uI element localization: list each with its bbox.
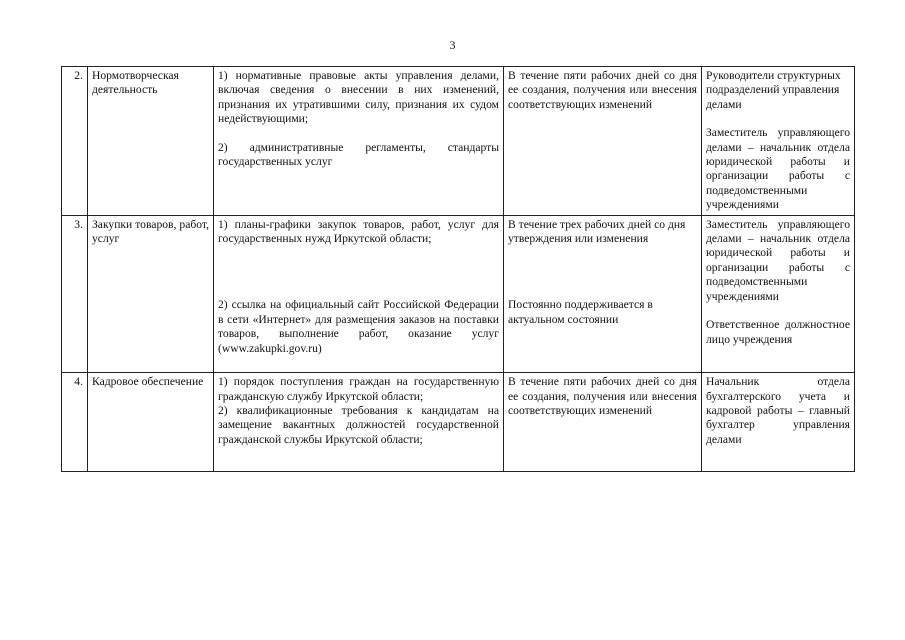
page-number: 3 xyxy=(449,38,456,52)
activity-area: Закупки товаров, работ, услуг xyxy=(88,215,214,372)
row-number: 4. xyxy=(62,373,88,472)
responsible-cell xyxy=(702,215,855,372)
information-cell xyxy=(214,67,504,216)
term-cell xyxy=(504,215,702,372)
information-cell xyxy=(214,373,504,472)
table-row xyxy=(62,373,855,472)
information-item: 1) порядок поступления граждан на государственную гражданскую службу Иркутской области; xyxy=(218,375,499,403)
term-cell: В течение пяти рабочих дней со дня ее создания, получения или внесения соответствующих изменений xyxy=(504,67,702,216)
information-item: 1) планы-графики закупок товаров, работ, услуг для государственных нужд Иркутской области; xyxy=(218,217,499,246)
information-item: 2) административные регламенты, стандарты государственных услуг xyxy=(218,140,499,169)
row-number: 2. xyxy=(62,67,88,216)
term-cell: В течение пяти рабочих дней со дня ее создания, получения или внесения соответствующих изменений xyxy=(504,373,702,472)
responsible-cell xyxy=(702,67,855,216)
table-row xyxy=(62,67,855,216)
responsible-item: Заместитель управляющего делами – начальник отдела юридической работы и организации работы с подведомственными учреждениями xyxy=(706,217,850,303)
responsible-cell: Начальник отдела бухгалтерского учета и кадровой работы – главный бухгалтер управления делами xyxy=(702,373,855,472)
activity-area: Нормотворческая деятельность xyxy=(88,67,214,216)
term-item: В течение трех рабочих дней со дня утверждения или изменения xyxy=(508,217,686,246)
activity-area: Кадровое обеспечение xyxy=(88,373,214,472)
document-table xyxy=(61,66,855,472)
responsible-item: Ответственное должностное лицо учреждения xyxy=(706,318,850,346)
row-number: 3. xyxy=(62,215,88,372)
information-item: 2) квалификационные требования к кандидатам на замещение вакантных должностей государственной гражданской службы Иркутской области; xyxy=(218,403,499,446)
information-item: 2) ссылка на официальный сайт Российской Федерации в сети «Интернет» для размещения заказов на поставки товаров, выполнение работ, оказание услуг (www.zakupki.gov.ru) xyxy=(218,298,499,355)
information-cell xyxy=(214,215,504,372)
responsible-item: Руководители структурных подразделений управления делами xyxy=(706,69,841,111)
responsible-item: Заместитель управляющего делами – начальник отдела юридической работы и организации работы с подведомственными учреждениями xyxy=(706,126,850,212)
information-item: 1) нормативные правовые акты управления делами, включая сведения о внесении в них изменений, признания их утратившими силу, признания их судом недействующими; xyxy=(218,69,499,126)
term-item: Постоянно поддерживается в актуальном состоянии xyxy=(508,298,653,326)
table-row xyxy=(62,215,855,372)
